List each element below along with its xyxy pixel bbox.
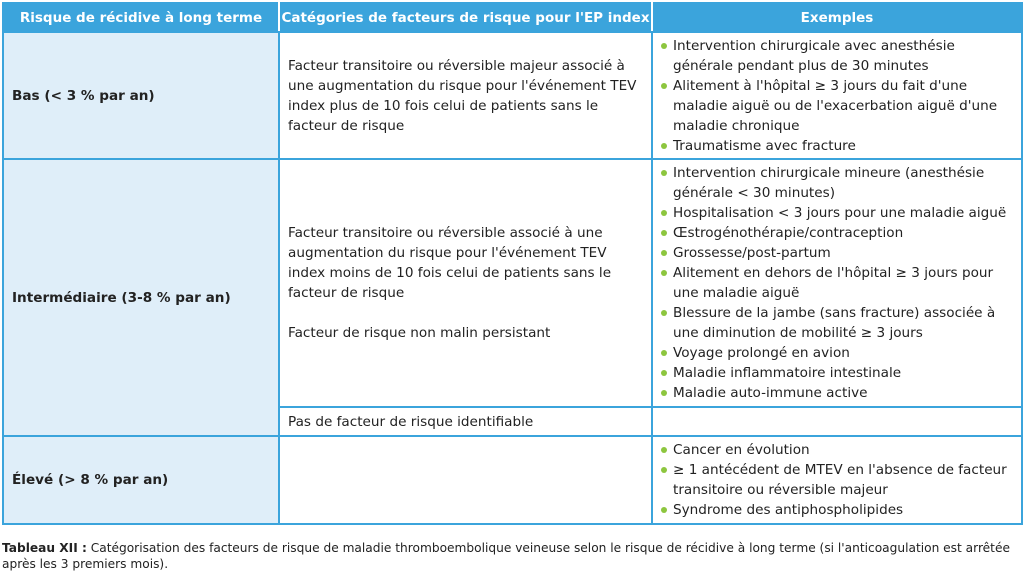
list-item: Cancer en évolution: [661, 440, 1017, 460]
list-item: Grossesse/post-partum: [661, 243, 1017, 263]
table-row-low: [3, 32, 1022, 159]
table-caption: [2, 540, 1020, 572]
level-low: Bas (< 3 % par an): [3, 32, 279, 159]
category-high: [279, 436, 652, 524]
examples-list: [661, 36, 1017, 156]
list-item: Syndrome des antiphospholipides: [661, 500, 1017, 520]
examples-low: [652, 32, 1022, 159]
level-high: Élevé (> 8 % par an): [3, 436, 279, 524]
examples-high: [652, 436, 1022, 524]
category-intermediate: [279, 159, 652, 407]
caption-text: Catégorisation des facteurs de risque de maladie thromboembolique veineuse selon le risque de récidive à long terme (si l'anticoagulation est arrêtée après les 3 premiers mois).: [2, 541, 1010, 571]
category-low: [279, 32, 652, 159]
level-intermediate: Intermédiaire (3-8 % par an): [3, 159, 279, 436]
list-item: Maladie inflammatoire intestinale: [661, 363, 1017, 383]
list-item: Blessure de la jambe (sans fracture) associée à une diminution de mobilité ≥ 3 jours: [661, 303, 1017, 343]
examples-empty: [652, 407, 1022, 436]
examples-list: [661, 163, 1017, 403]
list-item: ≥ 1 antécédent de MTEV en l'absence de facteur transitoire ou réversible majeur: [661, 460, 1017, 500]
list-item: Alitement à l'hôpital ≥ 3 jours du fait d'une maladie aiguë ou de l'exacerbation aiguë d'une maladie chronique: [661, 76, 1017, 136]
list-item: Voyage prolongé en avion: [661, 343, 1017, 363]
table-row-intermediate: [3, 159, 1022, 407]
examples-intermediate: [652, 159, 1022, 407]
header-row: [3, 3, 1022, 32]
list-item: Traumatisme avec fracture: [661, 136, 1017, 156]
category-text: Facteur transitoire ou réversible majeur associé à une augmentation du risque pour l'événement TEV index plus de 10 fois celui de patients sans le facteur de risque: [288, 57, 637, 134]
header-examples: Exemples: [652, 3, 1022, 32]
category-no-risk-factor: Pas de facteur de risque identifiable: [279, 407, 652, 436]
list-item: Hospitalisation < 3 jours pour une maladie aiguë: [661, 203, 1017, 223]
spacer: [288, 303, 643, 323]
header-risk-categories: Catégories de facteurs de risque pour l'EP index: [279, 3, 652, 32]
caption-label: Tableau XII :: [2, 541, 87, 555]
list-item: Intervention chirurgicale avec anesthésie générale pendant plus de 30 minutes: [661, 36, 1017, 76]
risk-table: [2, 2, 1023, 525]
list-item: Œstrogénothérapie/contraception: [661, 223, 1017, 243]
category-extra-text: Facteur de risque non malin persistant: [288, 325, 551, 341]
examples-list: [661, 440, 1017, 520]
header-recurrence-risk: Risque de récidive à long terme: [3, 3, 279, 32]
table-row-high: [3, 436, 1022, 524]
list-item: Alitement en dehors de l'hôpital ≥ 3 jours pour une maladie aiguë: [661, 263, 1017, 303]
list-item: Maladie auto-immune active: [661, 383, 1017, 403]
category-text: Facteur transitoire ou réversible associé à une augmentation du risque pour l'événement TEV index moins de 10 fois celui de patients sans le facteur de risque: [288, 225, 612, 301]
list-item: Intervention chirurgicale mineure (anesthésie générale < 30 minutes): [661, 163, 1017, 203]
